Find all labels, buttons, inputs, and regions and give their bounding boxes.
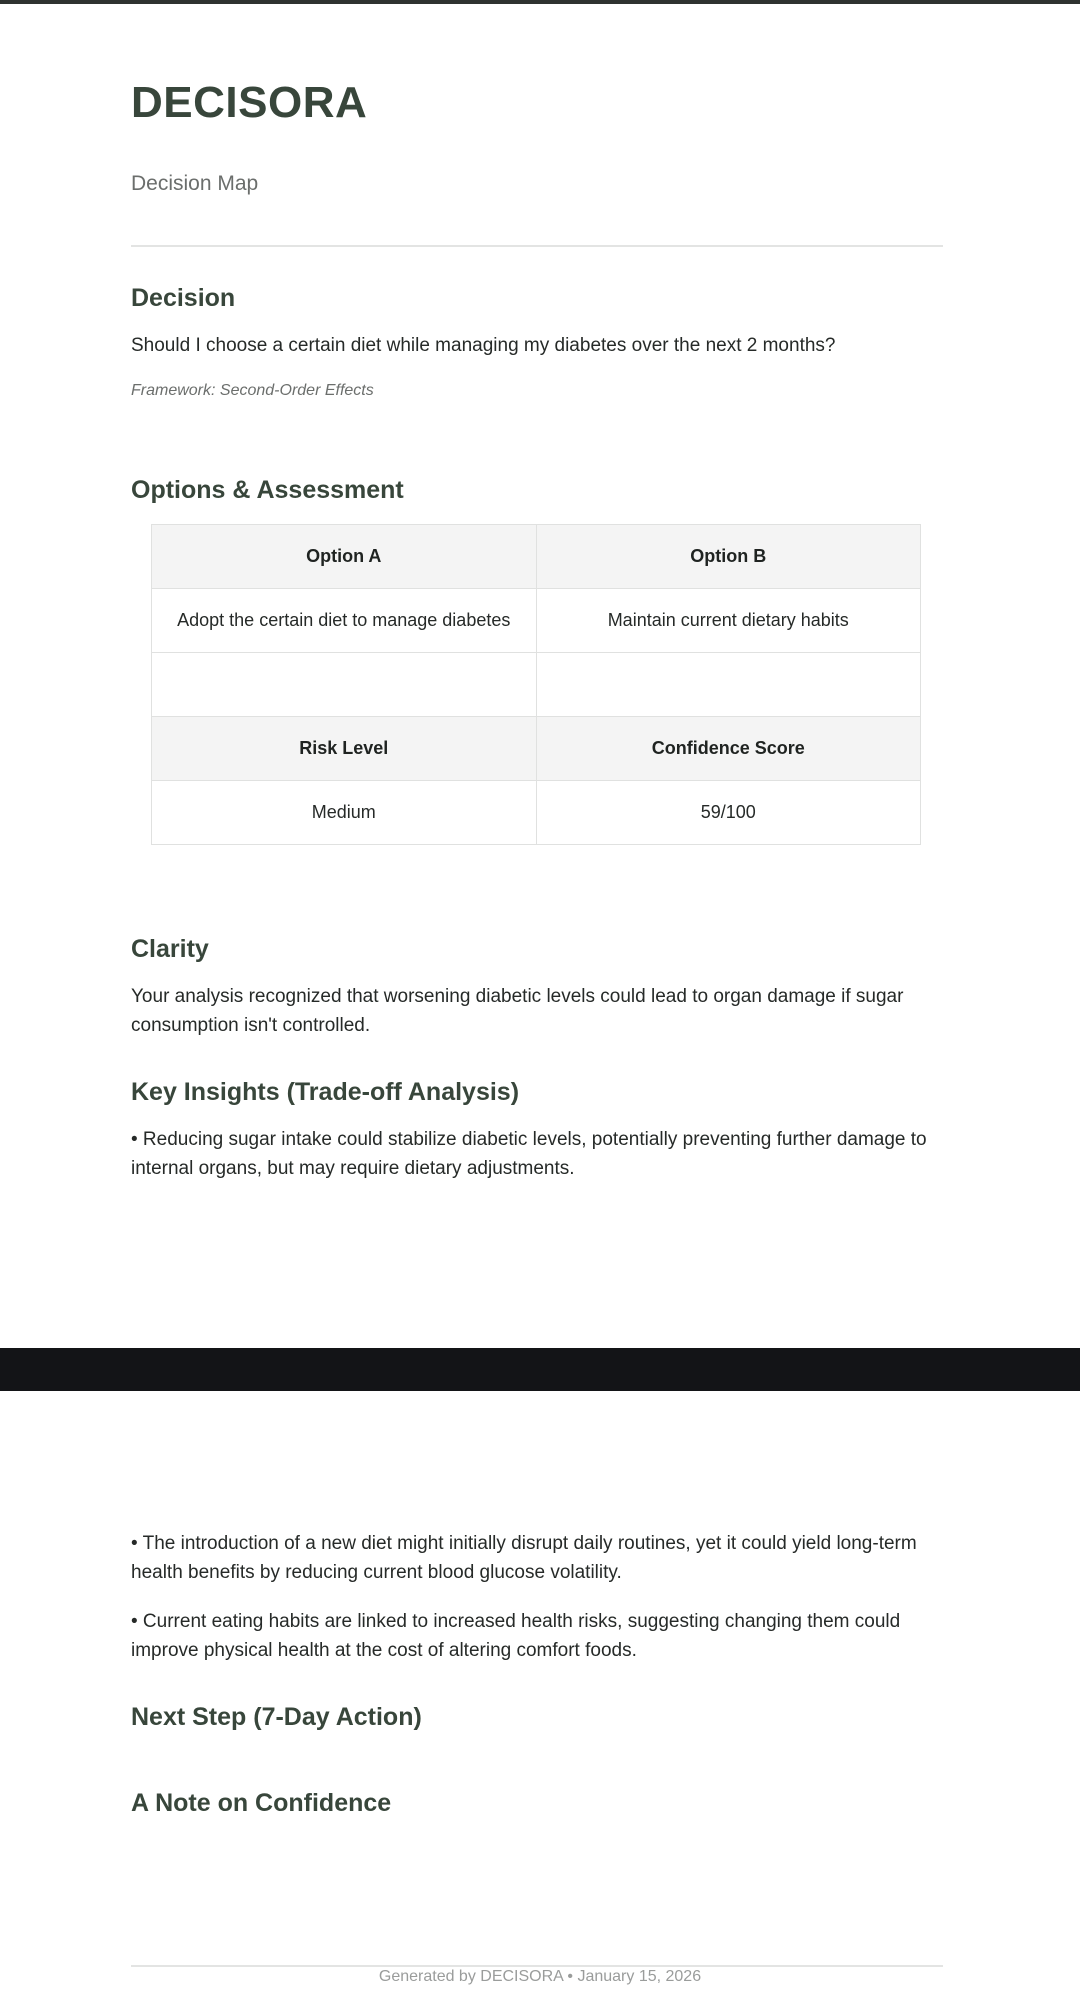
framework-label: Framework: Second-Order Effects [131, 382, 374, 399]
table-row [152, 653, 921, 717]
risk-level-value: Medium [152, 781, 537, 845]
top-border [0, 0, 1080, 4]
table-row [152, 525, 921, 589]
table-row [152, 781, 921, 845]
insight-item: • Current eating habits are linked to increased health risks, suggesting changing them could improve physical health at the cost of altering comfort foods. [131, 1611, 901, 1661]
footer-text: Generated by DECISORA • January 15, 2026 [378, 1968, 702, 1985]
clarity-heading: Clarity [131, 935, 209, 963]
page-break-band [0, 1348, 1080, 1391]
empty-cell [536, 653, 921, 717]
option-b-description: Maintain current dietary habits [536, 589, 921, 653]
decision-question: Should I choose a certain diet while managing my diabetes over the next 2 months? [131, 335, 836, 356]
header-divider [131, 245, 943, 247]
options-heading: Options & Assessment [131, 476, 404, 504]
confidence-score-value: 59/100 [536, 781, 921, 845]
confidence-score-header: Confidence Score [536, 717, 921, 781]
clarity-text: Your analysis recognized that worsening diabetic levels could lead to organ damage if sugar consumption isn't controlled. [131, 986, 904, 1036]
options-table [151, 524, 921, 845]
insight-item: • The introduction of a new diet might initially disrupt daily routines, yet it could yield long-term health benefits by reducing current blood glucose volatility. [131, 1533, 917, 1583]
decision-heading: Decision [131, 284, 236, 312]
option-a-description: Adopt the certain diet to manage diabetes [152, 589, 537, 653]
option-b-header: Option B [536, 525, 921, 589]
document-subtitle: Decision Map [131, 172, 259, 195]
next-step-heading: Next Step (7-Day Action) [131, 1703, 422, 1731]
footer-divider [131, 1965, 943, 1967]
table-row [152, 589, 921, 653]
brand-title: DECISORA [131, 78, 368, 127]
confidence-note-heading: A Note on Confidence [131, 1789, 392, 1817]
empty-cell [152, 653, 537, 717]
insight-item: • Reducing sugar intake could stabilize diabetic levels, potentially preventing further damage to internal organs, but may require dietary adjustments. [131, 1129, 927, 1179]
risk-level-header: Risk Level [152, 717, 537, 781]
table-row [152, 717, 921, 781]
insights-heading: Key Insights (Trade-off Analysis) [131, 1078, 520, 1106]
option-a-header: Option A [152, 525, 537, 589]
